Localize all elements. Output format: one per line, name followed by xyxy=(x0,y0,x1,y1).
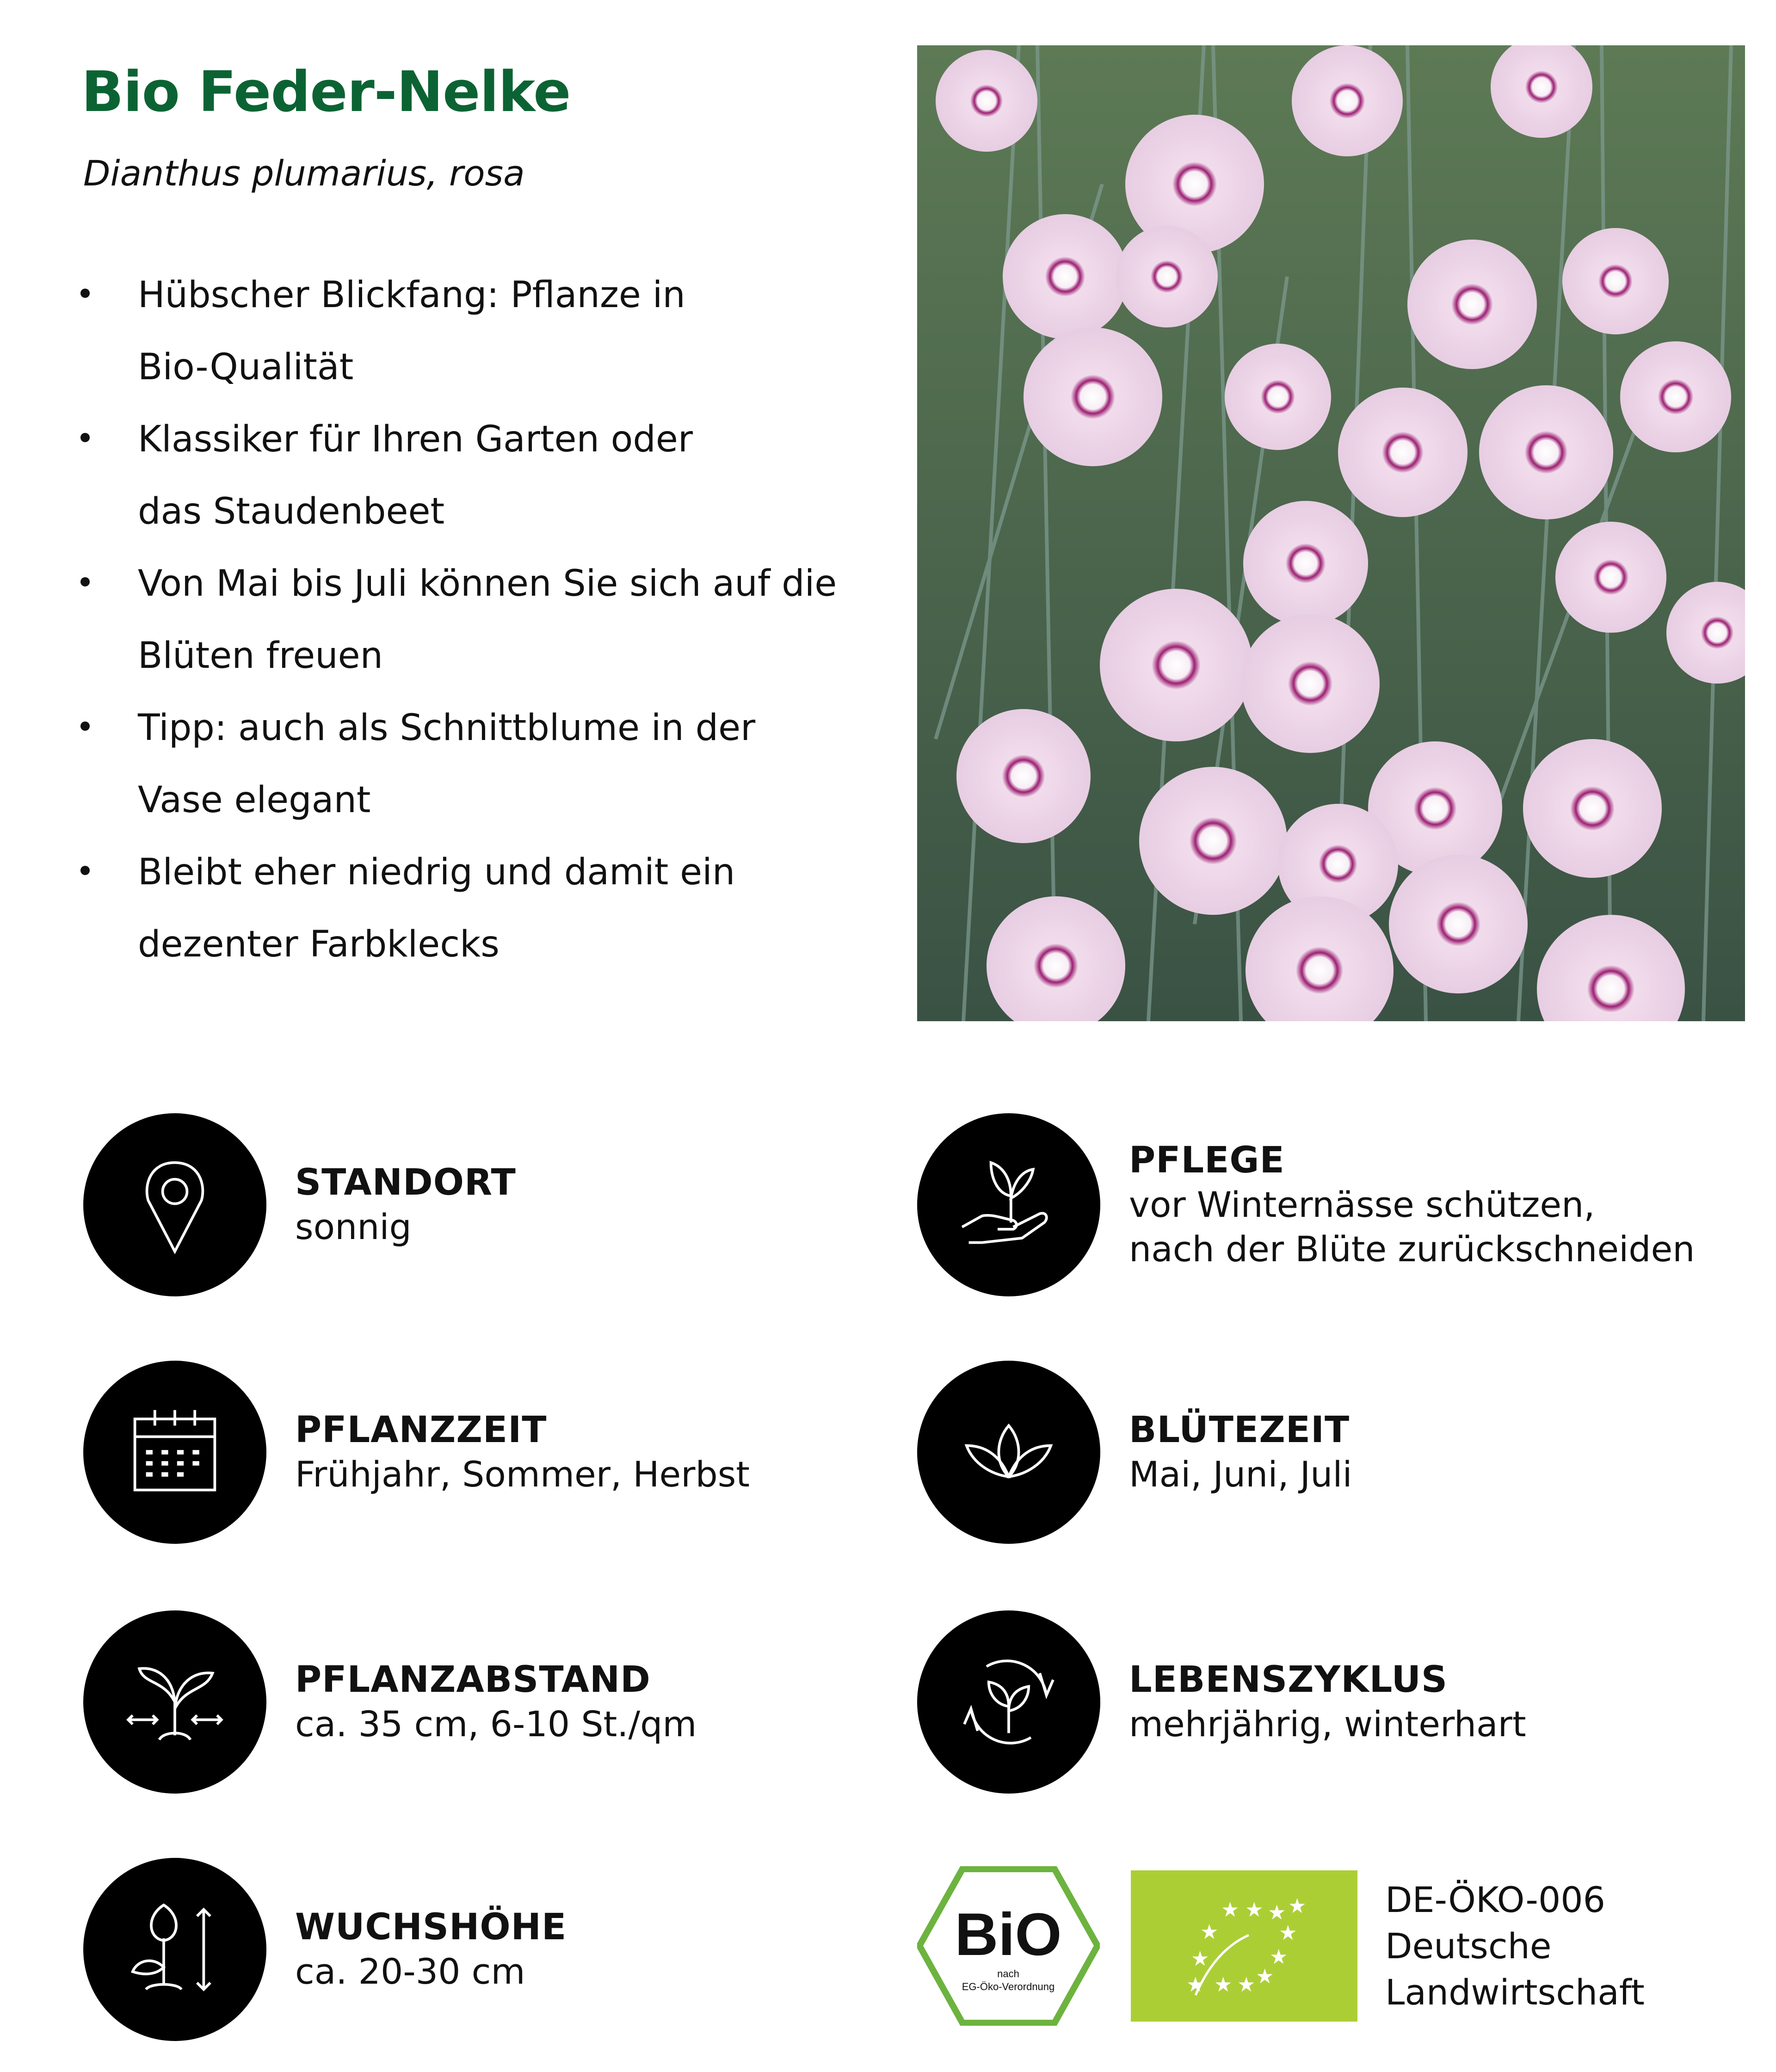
bullet-dot-icon xyxy=(80,577,90,586)
product-photo xyxy=(917,45,1745,1021)
feature-value: nach der Blüte zurückschneiden xyxy=(1129,1228,1695,1270)
feature-pflanzabstand xyxy=(83,1610,697,1794)
carnation-flowers-image xyxy=(917,45,1745,1021)
svg-text:★: ★ xyxy=(1186,1973,1205,1997)
svg-text:EG-Öko-Verordnung: EG-Öko-Verordnung xyxy=(962,1981,1055,1992)
svg-text:★: ★ xyxy=(1200,1920,1219,1944)
svg-text:★: ★ xyxy=(1279,1921,1297,1945)
certification-text xyxy=(1385,1877,1645,2016)
product-title: Bio Feder-Nelke xyxy=(81,60,571,124)
feature-lebenszyklus xyxy=(917,1610,1526,1794)
eu-organic-leaf-logo xyxy=(1131,1870,1357,2022)
svg-text:nach: nach xyxy=(997,1968,1019,1980)
bullet-dot-icon xyxy=(80,433,90,442)
feature-bullet-list xyxy=(79,259,865,980)
feature-label: PFLANZZEIT xyxy=(295,1409,547,1451)
hand-with-seedling-icon xyxy=(917,1113,1100,1296)
svg-text:BiO: BiO xyxy=(955,1900,1062,1968)
feature-value: vor Winternässe schützen, xyxy=(1129,1184,1595,1225)
feature-value: sonnig xyxy=(295,1206,412,1247)
svg-text:★: ★ xyxy=(1221,1898,1240,1922)
bullet-item: Hübscher Blickfang: Pflanze in Bio-Qualität xyxy=(79,259,865,403)
plant-height-icon xyxy=(83,1858,266,2041)
svg-text:★: ★ xyxy=(1245,1898,1264,1922)
feature-pflege xyxy=(917,1113,1695,1296)
feature-label: PFLANZABSTAND xyxy=(295,1659,651,1701)
eu-star-leaf-icon xyxy=(1131,1870,1357,2022)
bullet-dot-icon xyxy=(80,866,90,875)
feature-standort xyxy=(83,1113,516,1296)
bullet-dot-icon xyxy=(80,722,90,731)
plant-cycle-icon xyxy=(917,1610,1100,1794)
bio-seal-logo xyxy=(917,1866,1100,2026)
feature-label: BLÜTEZEIT xyxy=(1129,1409,1350,1451)
certification-code: DE-ÖKO-006 xyxy=(1385,1879,1606,1920)
svg-text:★: ★ xyxy=(1270,1945,1288,1969)
svg-text:★: ★ xyxy=(1288,1894,1307,1918)
feature-bluetezeit xyxy=(917,1361,1352,1544)
certification-origin-line2: Landwirtschaft xyxy=(1385,1971,1645,2013)
bullet-item: Klassiker für Ihren Garten oder das Staudenbeet xyxy=(79,403,865,548)
svg-text:★: ★ xyxy=(1191,1947,1209,1971)
bullet-item: Tipp: auch als Schnittblume in der Vase elegant xyxy=(79,692,865,836)
lotus-flower-icon xyxy=(917,1361,1100,1544)
certification-area xyxy=(917,1866,1645,2026)
calendar-icon xyxy=(83,1361,266,1544)
feature-label: LEBENSZYKLUS xyxy=(1129,1659,1448,1701)
svg-text:★: ★ xyxy=(1268,1901,1286,1924)
feature-label: STANDORT xyxy=(295,1162,516,1203)
feature-value: ca. 20-30 cm xyxy=(295,1951,525,1992)
bullet-dot-icon xyxy=(80,289,90,298)
feature-value: Mai, Juni, Juli xyxy=(1129,1454,1352,1495)
bullet-item: Bleibt eher niedrig und damit ein dezenter Farbklecks xyxy=(79,836,865,980)
svg-text:★: ★ xyxy=(1256,1965,1274,1988)
bullet-item: Von Mai bis Juli können Sie sich auf die Blüten freuen xyxy=(79,548,865,692)
feature-value: Frühjahr, Sommer, Herbst xyxy=(295,1454,750,1495)
plant-spacing-icon xyxy=(83,1610,266,1794)
product-botanical-name: Dianthus plumarius, rosa xyxy=(83,153,525,194)
feature-pflanzzeit xyxy=(83,1361,750,1544)
svg-text:★: ★ xyxy=(1214,1973,1233,1997)
certification-origin-line1: Deutsche xyxy=(1385,1925,1552,1967)
feature-label: WUCHSHÖHE xyxy=(295,1906,567,1948)
feature-value: mehrjährig, winterhart xyxy=(1129,1703,1526,1745)
location-pin-icon xyxy=(83,1113,266,1296)
feature-label: PFLEGE xyxy=(1129,1140,1285,1181)
feature-value: ca. 35 cm, 6-10 St./qm xyxy=(295,1703,697,1745)
feature-wuchshoehe xyxy=(83,1858,567,2041)
svg-text:★: ★ xyxy=(1237,1973,1256,1997)
